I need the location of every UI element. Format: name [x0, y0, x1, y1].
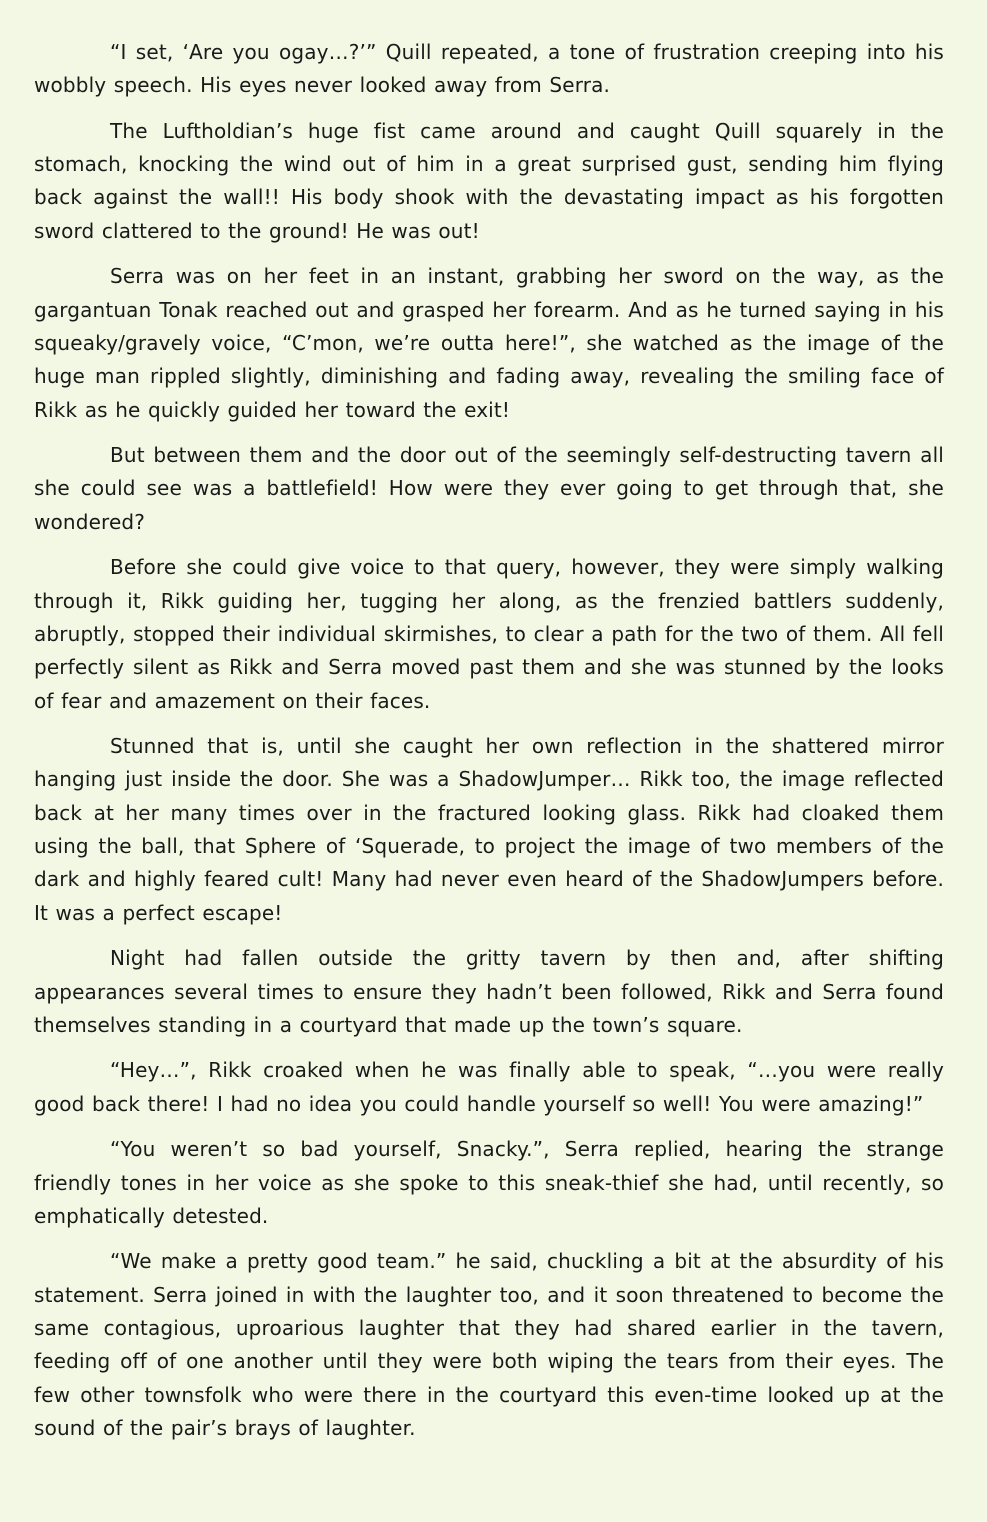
paragraph: “Hey…”, Rikk croaked when he was finally able to speak, “…you were really good back there! I had no idea you could handle yourself so well! You were amazing!”: [34, 1058, 944, 1116]
paragraph: Serra was on her feet in an instant, grabbing her sword on the way, as the gargantuan Tonak reached out and grasped her forearm. And as he turned saying in his squeaky/gravely voice, “C’mon, we’re outta here!”, she watched as the image of the huge man rippled slightly, diminishing and fading away, revealing the smiling face of Rikk as he quickly guided her toward the exit!: [34, 264, 944, 422]
paragraph: Before she could give voice to that query, however, they were simply walking through it, Rikk guiding her, tugging her along, as the frenzied battlers suddenly, abruptly, stopped their individual skirmishes, to clear a path for the two of them. All fell perfectly silent as Rikk and Serra moved past them and she was stunned by the looks of fear and amazement on their faces.: [34, 555, 944, 713]
paragraph: “We make a pretty good team.” he said, chuckling a bit at the absurdity of his statement. Serra joined in with the laughter too, and it soon threatened to become the same contagious, uproarious laughter that they had shared earlier in the tavern, feeding off of one another until they were both wiping the tears from their eyes. The few other townsfolk who were there in the courtyard this even-time looked up at the sound of the pair’s brays of laughter.: [34, 1249, 944, 1440]
paragraph: The Luftholdian’s huge fist came around and caught Quill squarely in the stomach, knocking the wind out of him in a great surprised gust, sending him flying back against the wall!! His body shook with the devastating impact as his forgotten sword clattered to the ground! He was out!: [34, 118, 944, 243]
paragraph: But between them and the door out of the seemingly self-destructing tavern all she could see was a battlefield! How were they ever going to get through that, she wondered?: [34, 443, 944, 534]
paragraph: Stunned that is, until she caught her own reflection in the shattered mirror hanging just inside the door. She was a ShadowJumper… Rikk too, the image reflected back at her many times over in the fractured looking glass. Rikk had cloaked them using the ball, that Sphere of ‘Squerade, to project the image of two members of the dark and highly feared cult! Many had never even heard of the ShadowJumpers before. It was a perfect escape!: [34, 734, 944, 925]
paragraph: “I set, ‘Are you ogay…?’” Quill repeated, a tone of frustration creeping into his wobbly speech. His eyes never looked away from Serra.: [34, 40, 944, 98]
story-page: [34, 36, 944, 1445]
paragraph: Night had fallen outside the gritty tavern by then and, after shifting appearances several times to ensure they hadn’t been followed, Rikk and Serra found themselves standing in a courtyard that made up the town’s square.: [34, 946, 944, 1037]
paragraph: “You weren’t so bad yourself, Snacky.”, Serra replied, hearing the strange friendly tones in her voice as she spoke to this sneak-thief she had, until recently, so emphatically detested.: [34, 1137, 944, 1228]
